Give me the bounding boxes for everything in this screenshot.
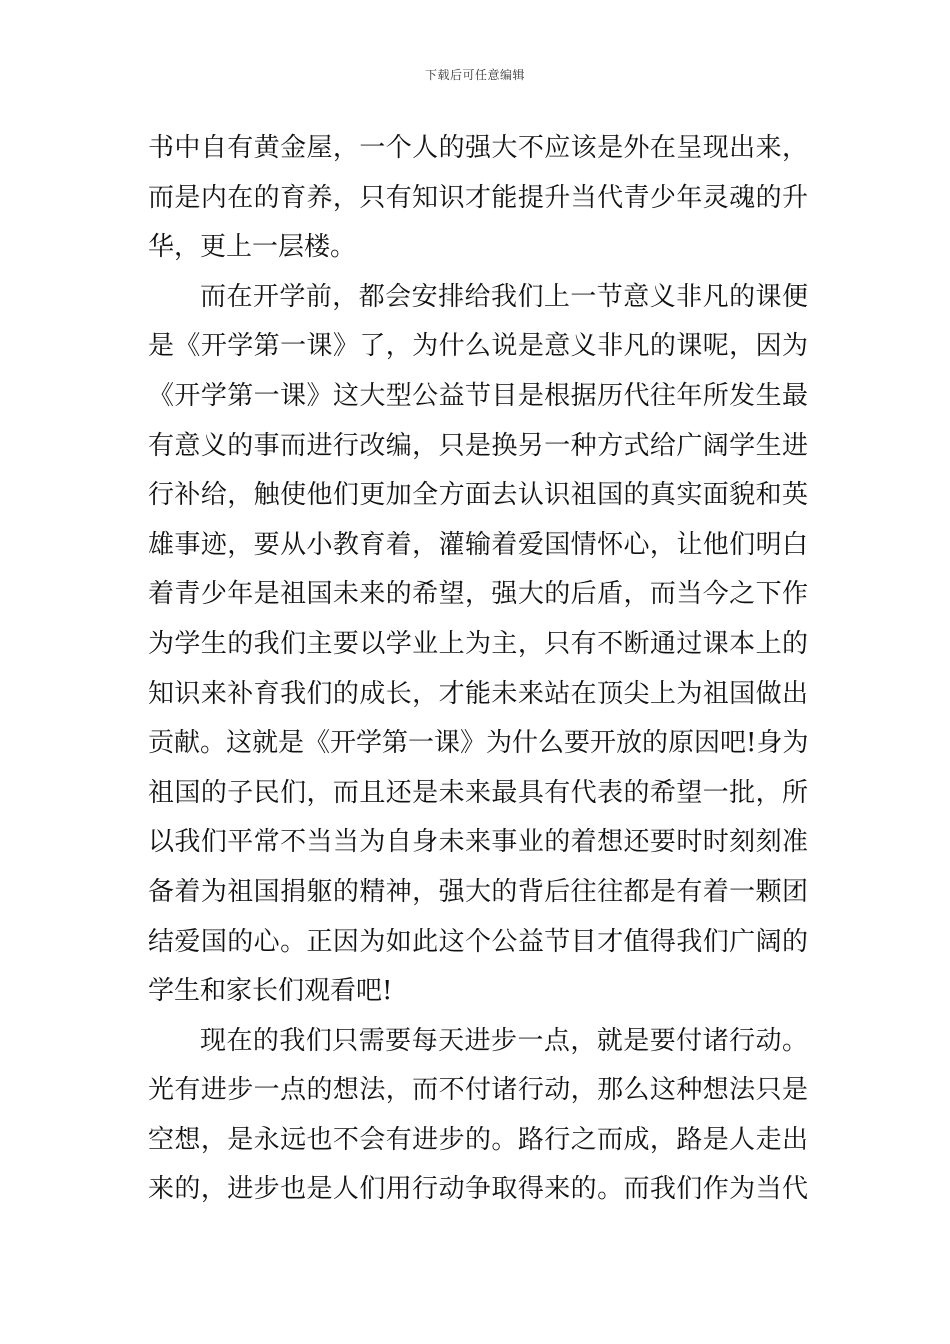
text-line: 祖国的子民们，而且还是未来最具有代表的希望一批，所 xyxy=(148,777,808,808)
text-line: 以我们平常不当当为自身未来事业的着想还要时时刻刻准 xyxy=(148,827,808,858)
text-line: 学生和家长们观看吧! xyxy=(148,976,393,1007)
body-text xyxy=(148,124,808,1215)
text-line: 结爱国的心。正因为如此这个公益节目才值得我们广阔的 xyxy=(148,926,808,957)
text-line: 而是内在的育养，只有知识才能提升当代青少年灵魂的升 xyxy=(148,182,808,213)
text-line: 为学生的我们主要以学业上为主，只有不断通过课本上的 xyxy=(148,628,808,659)
text-line: 而在开学前，都会安排给我们上一节意义非凡的课便 xyxy=(200,281,808,312)
text-line: 贡献。这就是《开学第一课》为什么要开放的原因吧!身为 xyxy=(148,728,808,759)
text-line: 行补给，触使他们更加全方面去认识祖国的真实面貌和英 xyxy=(148,480,808,511)
text-line: 光有进步一点的想法，而不付诸行动，那么这种想法只是 xyxy=(148,1075,808,1106)
text-line: 来的，进步也是人们用行动争取得来的。而我们作为当代 xyxy=(148,1174,808,1205)
text-line: 有意义的事而进行改编，只是换另一种方式给广阔学生进 xyxy=(148,430,808,461)
text-line: 备着为祖国捐躯的精神，强大的背后往往都是有着一颗团 xyxy=(148,876,808,907)
text-line: 《开学第一课》这大型公益节目是根据历代往年所发生最 xyxy=(148,380,808,411)
text-line: 书中自有黄金屋，一个人的强大不应该是外在呈现出来， xyxy=(148,133,808,163)
page-header: 下载后可任意编辑 xyxy=(424,68,525,82)
text-line: 着青少年是祖国未来的希望，强大的后盾，而当今之下作 xyxy=(148,579,808,610)
text-line: 雄事迹，要从小教育着，灌输着爱国情怀心，让他们明白 xyxy=(148,529,808,560)
text-line: 是《开学第一课》了，为什么说是意义非凡的课呢，因为 xyxy=(148,331,808,362)
text-line: 空想，是永远也不会有进步的。路行之而成，路是人走出 xyxy=(148,1124,808,1155)
text-line: 华，更上一层楼。 xyxy=(148,232,357,263)
text-line: 知识来补育我们的成长，才能未来站在顶尖上为祖国做出 xyxy=(148,678,808,709)
text-line: 现在的我们只需要每天进步一点，就是要付诸行动。 xyxy=(200,1025,808,1056)
